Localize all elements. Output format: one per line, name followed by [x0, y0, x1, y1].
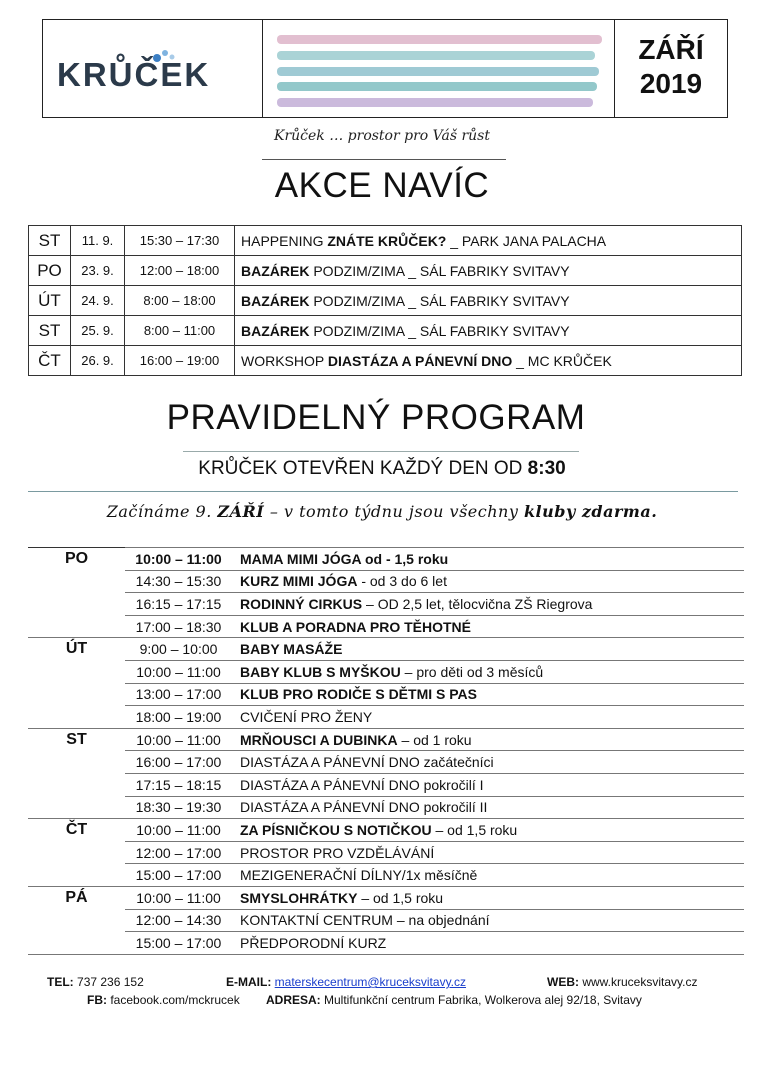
program-activity-title: MRŇOUSCI A DUBINKA	[240, 731, 398, 748]
program-row	[28, 728, 744, 751]
program-day	[28, 932, 125, 955]
program-activity-note: – pro děti od 3 měsíců	[400, 663, 544, 680]
program-time: 10:00 – 11:00	[125, 819, 232, 842]
program-activity	[232, 773, 744, 796]
akce-desc-title: BAZÁREK	[241, 292, 310, 309]
program-activity-note: – od 1 roku	[397, 731, 472, 748]
program-day: PO	[28, 548, 125, 571]
program-row	[28, 683, 744, 706]
program-activity-title: MAMA MIMI JÓGA od - 1,5 roku	[240, 550, 449, 567]
program-activity-note: – od 1,5 roku	[431, 821, 518, 838]
akce-row	[29, 226, 742, 256]
akce-row	[29, 286, 742, 316]
stripe	[277, 82, 597, 91]
program-time: 10:00 – 11:00	[125, 728, 232, 751]
akce-time: 15:30 – 17:30	[125, 226, 235, 256]
akce-row	[29, 316, 742, 346]
opening-hours-text: KRŮČEK OTEVŘEN KAŽDÝ DEN OD	[198, 458, 528, 479]
program-day: ST	[28, 728, 125, 751]
akce-date: 11. 9.	[71, 226, 125, 256]
akce-desc-title: BAZÁREK	[241, 322, 310, 339]
program-activity-note: - od 3 do 6 let	[357, 573, 447, 590]
address-label: ADRESA:	[266, 993, 321, 1007]
opening-hours-note	[0, 458, 764, 480]
program-time: 16:00 – 17:00	[125, 751, 232, 774]
phone-value: 737 236 152	[77, 975, 144, 989]
program-activity-title: ZA PÍSNIČKOU S NOTIČKOU	[240, 821, 432, 838]
akce-desc-suffix: PODZIM/ZIMA _ SÁL FABRIKY SVITAVY	[309, 322, 570, 339]
program-activity	[232, 864, 744, 887]
program-activity	[232, 819, 744, 842]
program-time: 15:00 – 17:00	[125, 932, 232, 955]
program-time: 12:00 – 17:00	[125, 841, 232, 864]
program-activity-note: PŘEDPORODNÍ KURZ	[240, 934, 387, 951]
footer-web	[547, 975, 697, 989]
program-activity	[232, 615, 744, 638]
program-row	[28, 773, 744, 796]
program-activity-title: KLUB PRO RODIČE S DĚTMI S PAS	[240, 686, 477, 703]
email-link[interactable]: materskecentrum@kruceksvitavy.cz	[274, 975, 467, 989]
akce-time: 16:00 – 19:00	[125, 346, 235, 376]
akce-desc-suffix: _ PARK JANA PALACHA	[446, 232, 607, 249]
program-activity-note: DIASTÁZA A PÁNEVNÍ DNO pokročilí I	[240, 776, 484, 793]
akce-time: 8:00 – 18:00	[125, 286, 235, 316]
start-note	[0, 502, 764, 521]
footer-address	[266, 993, 642, 1007]
logo: KRŮČEK	[57, 56, 211, 93]
program-activity-note: MEZIGENERAČNÍ DÍLNY/1x měsíčně	[240, 867, 478, 884]
program-activity	[232, 796, 744, 819]
program-row	[28, 819, 744, 842]
program-activity-note: KONTAKTNÍ CENTRUM – na objednání	[240, 912, 490, 929]
divider	[262, 159, 506, 160]
program-time: 12:00 – 14:30	[125, 909, 232, 932]
divider	[28, 491, 738, 492]
year: 2019	[639, 68, 703, 99]
start-note-month: ZÁŘÍ	[217, 502, 265, 521]
program-row	[28, 886, 744, 909]
program-day	[28, 909, 125, 932]
program-row	[28, 796, 744, 819]
facebook-label: FB:	[87, 993, 107, 1007]
program-activity-title: BABY KLUB S MYŠKOU	[240, 663, 401, 680]
program-activity	[232, 886, 744, 909]
program-row	[28, 593, 744, 616]
program-activity	[232, 548, 744, 571]
akce-row	[29, 256, 742, 286]
program-row	[28, 932, 744, 955]
footer-facebook	[87, 993, 240, 1007]
program-table	[28, 547, 744, 955]
program-row	[28, 548, 744, 571]
program-day	[28, 660, 125, 683]
program-time: 15:00 – 17:00	[125, 864, 232, 887]
akce-desc-prefix: WORKSHOP	[241, 352, 328, 369]
program-activity-title: SMYSLOHRÁTKY	[240, 889, 358, 906]
akce-description	[235, 316, 742, 346]
program-activity	[232, 706, 744, 729]
program-time: 16:15 – 17:15	[125, 593, 232, 616]
program-row	[28, 638, 744, 661]
program-time: 17:00 – 18:30	[125, 615, 232, 638]
month: ZÁŘÍ	[638, 34, 704, 65]
program-row	[28, 660, 744, 683]
program-time: 17:15 – 18:15	[125, 773, 232, 796]
program-time: 13:00 – 17:00	[125, 683, 232, 706]
phone-label: TEL:	[47, 975, 74, 989]
program-activity	[232, 683, 744, 706]
akce-day: ÚT	[29, 286, 71, 316]
akce-row	[29, 346, 742, 376]
facebook-value[interactable]: facebook.com/mckrucek	[110, 993, 240, 1007]
program-time: 10:00 – 11:00	[125, 548, 232, 571]
program-activity-title: KLUB A PORADNA PRO TĚHOTNÉ	[240, 618, 471, 635]
akce-desc-title: BAZÁREK	[241, 262, 310, 279]
opening-hours-time: 8:30	[527, 458, 566, 479]
program-activity-title: BABY MASÁŽE	[240, 641, 343, 658]
akce-time: 8:00 – 11:00	[125, 316, 235, 346]
program-day	[28, 796, 125, 819]
akce-date: 24. 9.	[71, 286, 125, 316]
program-day	[28, 615, 125, 638]
program-time: 10:00 – 11:00	[125, 886, 232, 909]
program-day	[28, 706, 125, 729]
program-day	[28, 841, 125, 864]
email-label: E-MAIL:	[226, 975, 272, 989]
akce-day: PO	[29, 256, 71, 286]
program-row	[28, 570, 744, 593]
program-activity	[232, 751, 744, 774]
stripe	[277, 35, 602, 44]
address-value: Multifunkční centrum Fabrika, Wolkerova alej 92/18, Svitavy	[324, 993, 642, 1007]
web-value[interactable]: www.kruceksvitavy.cz	[582, 975, 698, 989]
program-heading: PRAVIDELNÝ PROGRAM	[166, 398, 586, 437]
akce-day: ST	[29, 316, 71, 346]
akce-date: 23. 9.	[71, 256, 125, 286]
program-activity-title: KURZ MIMI JÓGA	[240, 573, 358, 590]
program-activity	[232, 570, 744, 593]
footer-phone	[47, 975, 144, 989]
program-activity-title: RODINNÝ CIRKUS	[240, 595, 363, 612]
program-activity	[232, 728, 744, 751]
start-note-text: Začínáme 9.	[106, 502, 218, 521]
akce-desc-suffix: _ MC KRŮČEK	[512, 352, 612, 369]
program-row	[28, 615, 744, 638]
program-activity-note: – od 1,5 roku	[357, 889, 444, 906]
program-day	[28, 593, 125, 616]
stripe	[277, 98, 593, 107]
program-activity	[232, 638, 744, 661]
header-box	[42, 19, 728, 118]
program-activity-note: DIASTÁZA A PÁNEVNÍ DNO pokročilí II	[240, 799, 488, 816]
program-time: 18:30 – 19:30	[125, 796, 232, 819]
akce-desc-suffix: PODZIM/ZIMA _ SÁL FABRIKY SVITAVY	[309, 292, 570, 309]
akce-desc-prefix: HAPPENING	[241, 232, 328, 249]
tagline: Krůček … prostor pro Váš růst	[273, 128, 490, 144]
akce-description	[235, 256, 742, 286]
watercolor-stripes	[263, 20, 615, 117]
start-note-text: – v tomto týdnu jsou všechny	[264, 502, 524, 521]
program-time: 10:00 – 11:00	[125, 660, 232, 683]
akce-day: ČT	[29, 346, 71, 376]
program-row	[28, 751, 744, 774]
month-cell	[615, 20, 727, 117]
program-day	[28, 570, 125, 593]
program-day: ÚT	[28, 638, 125, 661]
akce-table	[28, 225, 742, 376]
program-day	[28, 751, 125, 774]
akce-heading: AKCE NAVÍC	[274, 166, 490, 205]
akce-date: 26. 9.	[71, 346, 125, 376]
divider	[183, 451, 579, 452]
akce-description	[235, 286, 742, 316]
start-note-highlight: kluby zdarma.	[523, 502, 658, 521]
akce-time: 12:00 – 18:00	[125, 256, 235, 286]
program-day: ČT	[28, 819, 125, 842]
program-row	[28, 864, 744, 887]
program-row	[28, 841, 744, 864]
program-activity-note: DIASTÁZA A PÁNEVNÍ DNO začátečníci	[240, 754, 494, 771]
akce-desc-title: ZNÁTE KRŮČEK?	[327, 232, 447, 249]
akce-desc-title: DIASTÁZA A PÁNEVNÍ DNO	[327, 352, 513, 369]
akce-description	[235, 346, 742, 376]
stripe	[277, 51, 595, 60]
program-activity	[232, 909, 744, 932]
program-day	[28, 773, 125, 796]
program-activity-note: CVIČENÍ PRO ŽENY	[240, 708, 373, 725]
program-day	[28, 683, 125, 706]
program-time: 18:00 – 19:00	[125, 706, 232, 729]
program-time: 9:00 – 10:00	[125, 638, 232, 661]
akce-description	[235, 226, 742, 256]
program-activity	[232, 932, 744, 955]
program-row	[28, 706, 744, 729]
program-activity	[232, 593, 744, 616]
program-day	[28, 864, 125, 887]
program-activity	[232, 660, 744, 683]
stripe	[277, 67, 599, 76]
program-day: PÁ	[28, 886, 125, 909]
program-activity-note: PROSTOR PRO VZDĚLÁVÁNÍ	[240, 844, 435, 861]
program-row	[28, 909, 744, 932]
akce-day: ST	[29, 226, 71, 256]
program-time: 14:30 – 15:30	[125, 570, 232, 593]
akce-date: 25. 9.	[71, 316, 125, 346]
footer-email	[226, 975, 466, 989]
program-activity	[232, 841, 744, 864]
logo-cell	[43, 20, 263, 117]
program-activity-note: – OD 2,5 let, tělocvična ZŠ Riegrova	[362, 595, 593, 612]
akce-desc-suffix: PODZIM/ZIMA _ SÁL FABRIKY SVITAVY	[309, 262, 570, 279]
web-label: WEB:	[547, 975, 579, 989]
